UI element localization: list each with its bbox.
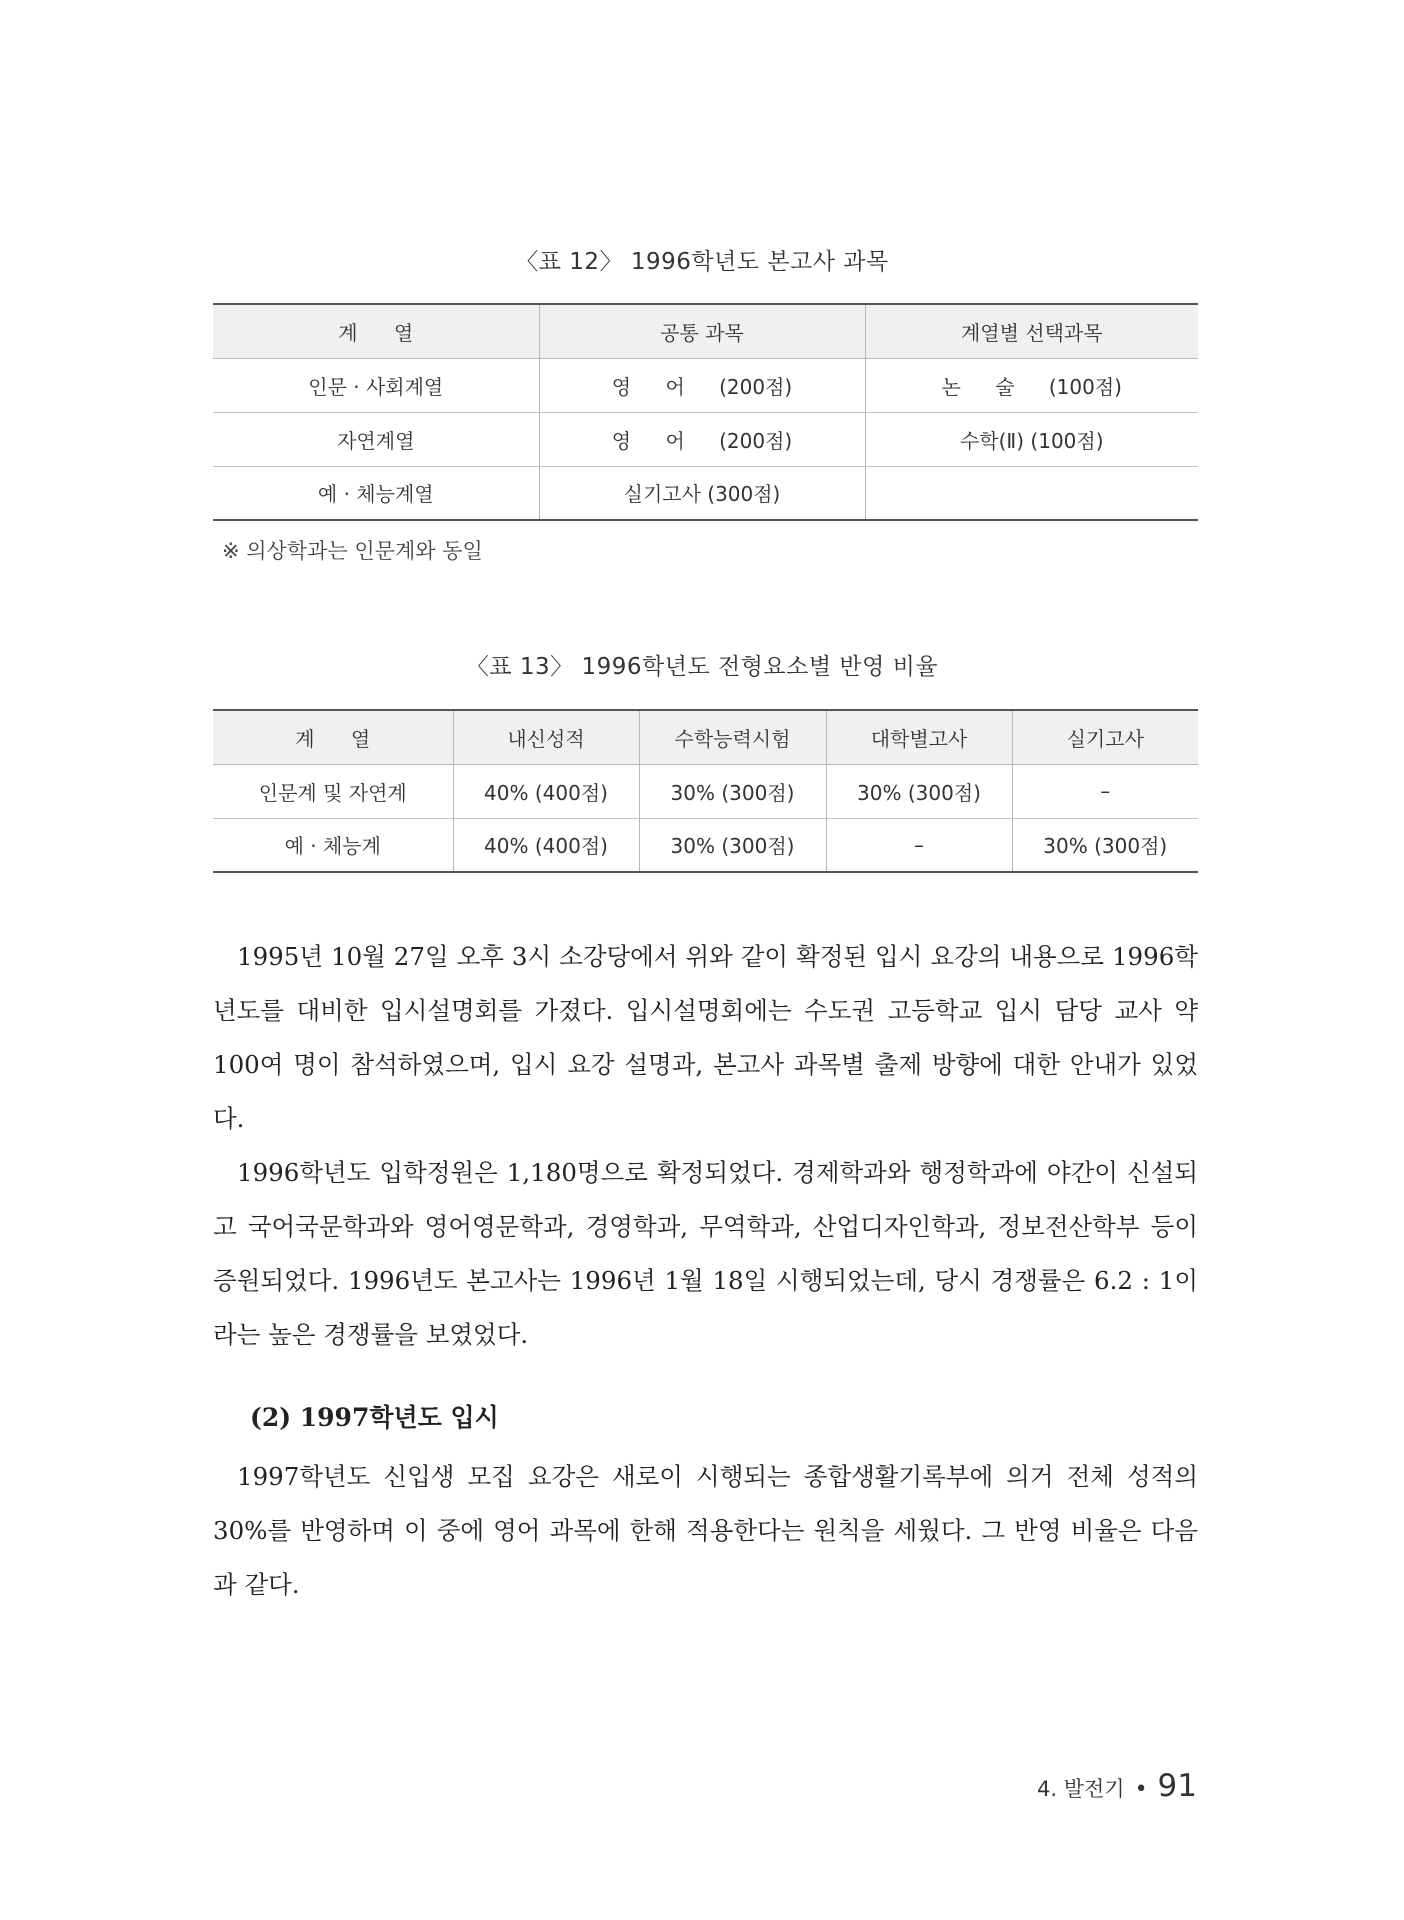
table-cell: 인문계 및 자연계 (213, 764, 453, 818)
table12-header-cell: 공통 과목 (539, 304, 865, 358)
body-text-block-1 (213, 930, 1198, 1362)
page-number: 91 (1157, 1768, 1197, 1804)
table13-header-cell: 대학별고사 (826, 710, 1012, 764)
table-row (213, 818, 1198, 872)
table-cell: – (1012, 764, 1198, 818)
table12-header-cell: 계열별 선택과목 (865, 304, 1198, 358)
table-cell: – (826, 818, 1012, 872)
table-cell: 인문 · 사회계열 (213, 358, 539, 412)
table-cell: 자연계열 (213, 412, 539, 466)
table13-header-cell: 실기고사 (1012, 710, 1198, 764)
table-row (213, 412, 1198, 466)
table13 (213, 709, 1198, 873)
table12-header-cell: 계 열 (213, 304, 539, 358)
table-cell: 30% (300점) (639, 764, 826, 818)
body-paragraph: 1996학년도 입학정원은 1,180명으로 확정되었다. 경제학과와 행정학과에 야간이 신설되고 국어국문학과와 영어영문학과, 경영학과, 무역학과, 산업디자인학과, 정보전산학부 등이 증원되었다. 1996년도 본고사는 1996년 1월 18일 시행되었는데, 당시 경쟁률은 6.2 : 1이라는 높은 경쟁률을 보였었다. (213, 1158, 1198, 1349)
body-paragraph: 1997학년도 신입생 모집 요강은 새로이 시행되는 종합생활기록부에 의거 전체 성적의 30%를 반영하며 이 중에 영어 과목에 한해 적용한다는 원칙을 세웠다. 그 반영 비율은 다음과 같다. (213, 1462, 1198, 1599)
table-row (213, 764, 1198, 818)
table13-caption: 〈표 13〉 1996학년도 전형요소별 반영 비율 (465, 654, 939, 680)
footer-bullet-icon: • (1134, 1777, 1148, 1802)
table12-caption: 〈표 12〉 1996학년도 본고사 과목 (515, 249, 889, 275)
table-cell: 논 술 (100점) (865, 358, 1198, 412)
table12-header-row (213, 304, 1198, 358)
table13-header-row (213, 710, 1198, 764)
table-cell: 실기고사 (300점) (539, 466, 865, 520)
table12-note: ※ 의상학과는 인문계와 동일 (222, 539, 483, 563)
section-heading: (2) 1997학년도 입시 (250, 1403, 499, 1432)
table-row (213, 466, 1198, 520)
body-paragraph: 1995년 10월 27일 오후 3시 소강당에서 위와 같이 확정된 입시 요강의 내용으로 1996학년도를 대비한 입시설명회를 가졌다. 입시설명회에는 수도권 고등학교 입시 담당 교사 약 100여 명이 참석하였으며, 입시 요강 설명과, 본고사 과목별 출제 방향에 대한 안내가 있었다. (213, 942, 1198, 1133)
table-cell: 30% (300점) (639, 818, 826, 872)
table-cell: 30% (300점) (826, 764, 1012, 818)
table-cell: 40% (400점) (453, 818, 639, 872)
table-cell: 영 어 (200점) (539, 412, 865, 466)
table-cell (865, 466, 1198, 520)
table-cell: 40% (400점) (453, 764, 639, 818)
table13-header-cell: 수학능력시험 (639, 710, 826, 764)
table-cell: 30% (300점) (1012, 818, 1198, 872)
page-footer (1037, 1768, 1197, 1804)
table-cell: 수학(Ⅱ) (100점) (865, 412, 1198, 466)
table-cell: 예 · 체능계 (213, 818, 453, 872)
table-row (213, 358, 1198, 412)
footer-chapter: 4. 발전기 (1036, 1777, 1125, 1801)
table-cell: 영 어 (200점) (539, 358, 865, 412)
body-text-block-2 (213, 1450, 1198, 1612)
table13-header-cell: 계 열 (213, 710, 453, 764)
table12 (213, 303, 1198, 521)
table13-header-cell: 내신성적 (453, 710, 639, 764)
table-cell: 예 · 체능계열 (213, 466, 539, 520)
